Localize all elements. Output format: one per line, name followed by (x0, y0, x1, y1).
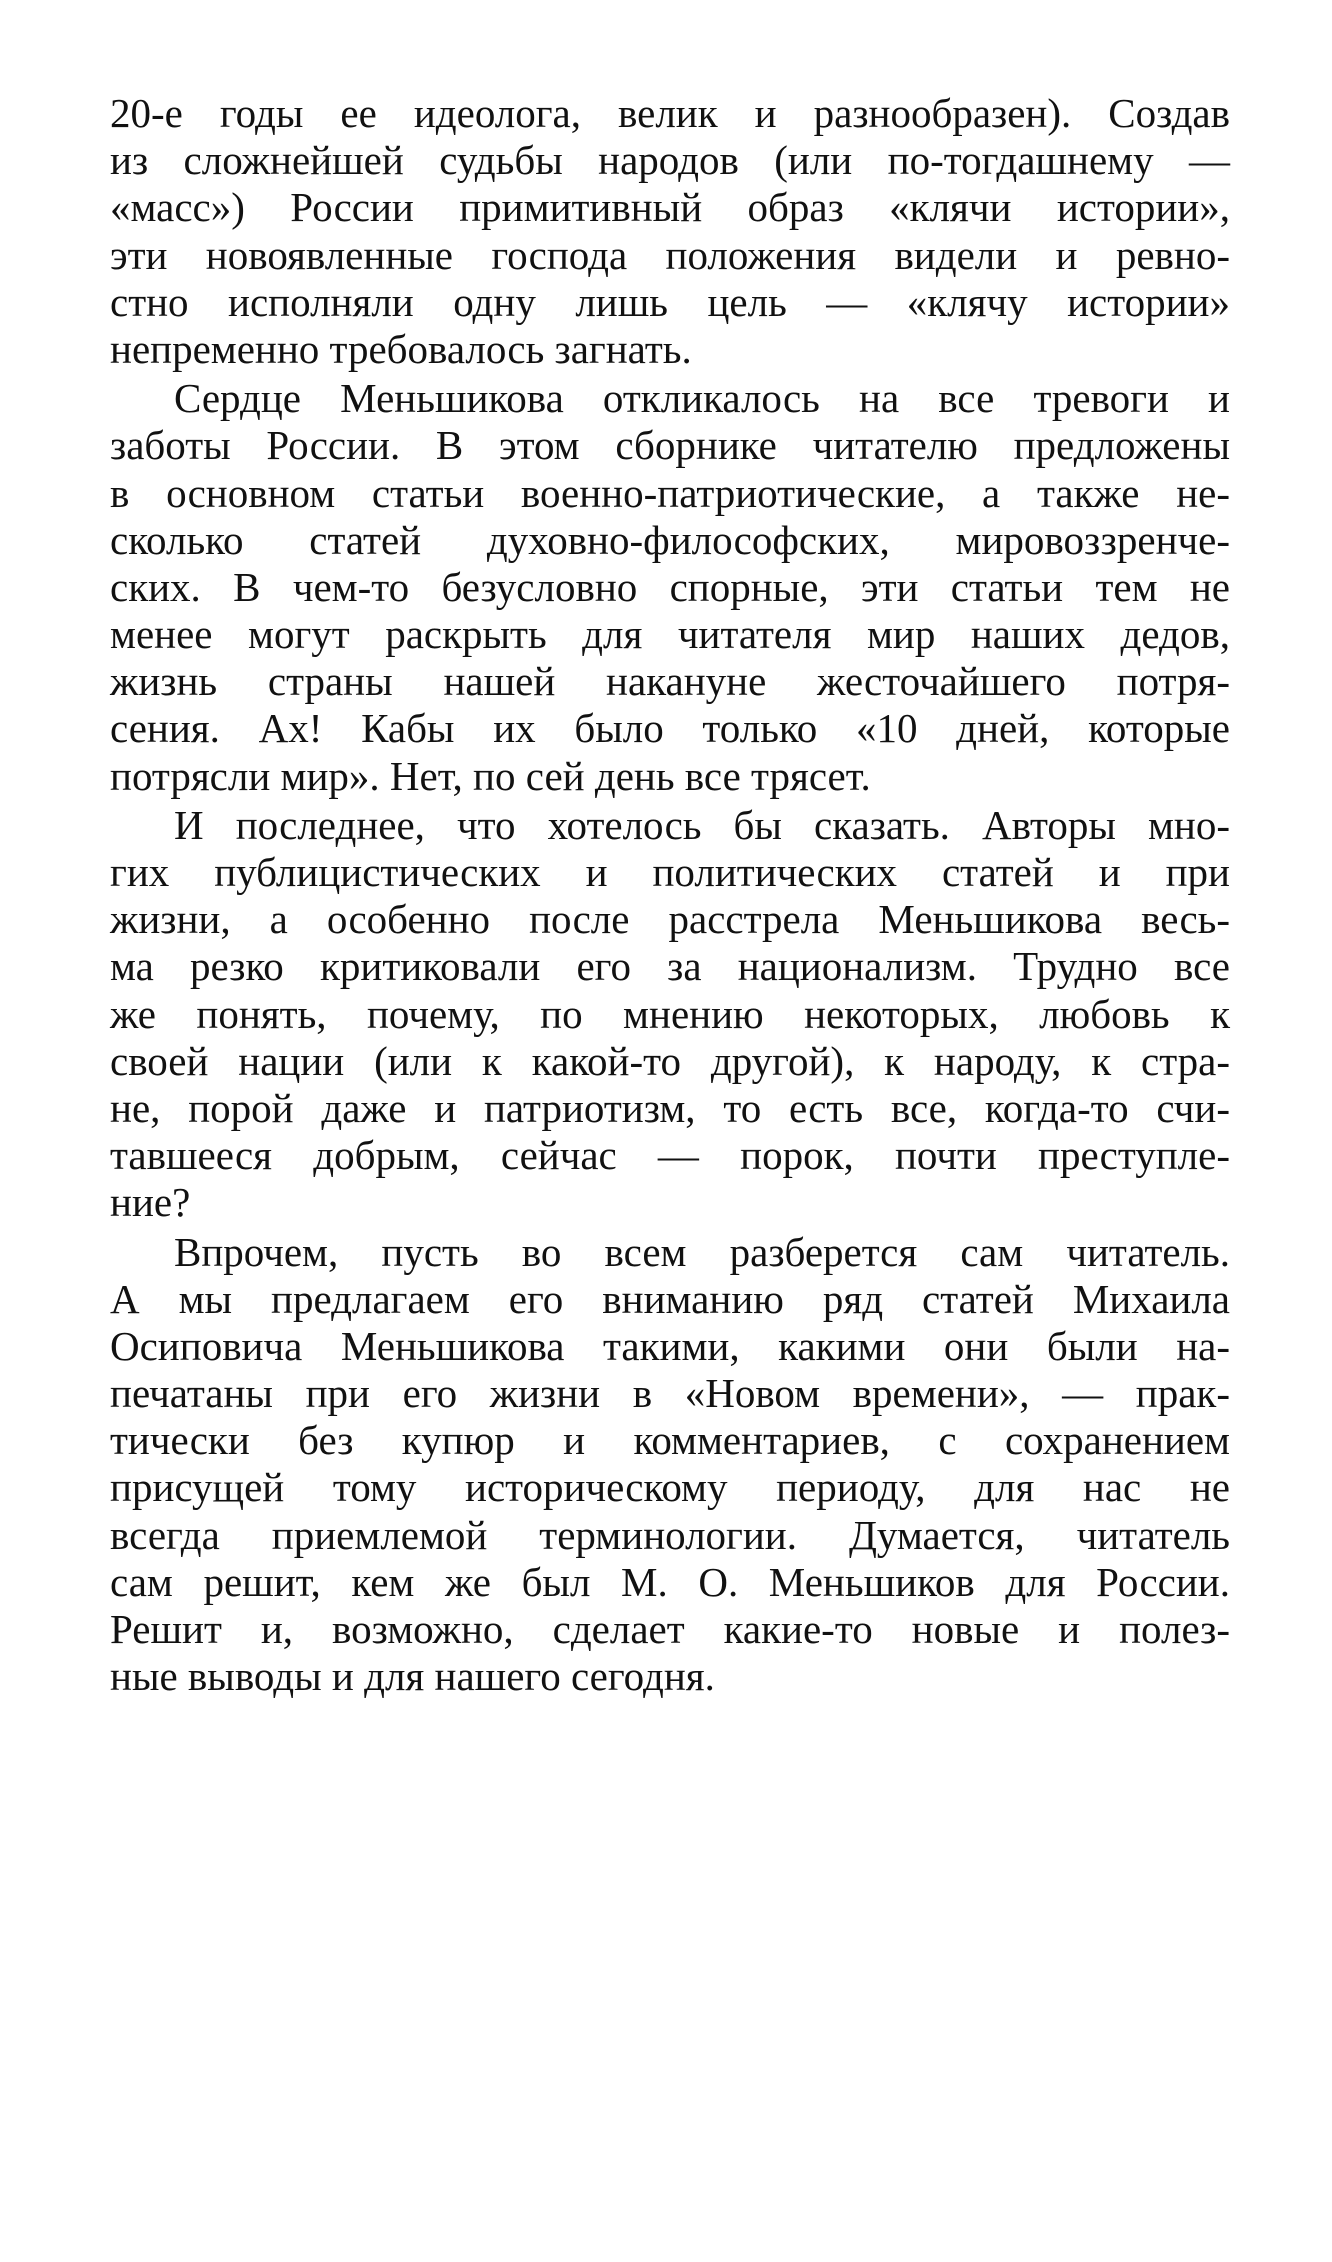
text-line: Решит и, возможно, сделает какие-то новые и полез- (110, 1606, 1230, 1652)
text-line: ских. В чем-то безусловно спорные, эти статьи тем не (110, 563, 1230, 610)
text-line: не, порой даже и патриотизм, то есть все, когда-то счи- (110, 1084, 1230, 1131)
text-line: своей нации (или к какой-то другой), к народу, к стра- (110, 1037, 1230, 1084)
text-line: присущей тому историческому периоду, для нас не (110, 1464, 1230, 1511)
text-line: «масс») России примитивный образ «клячи истории», (110, 184, 1230, 231)
text-line: ние? (110, 1179, 191, 1226)
page-body (110, 90, 1230, 1700)
text-line: сколько статей духовно-философских, мировоззренче- (110, 516, 1230, 563)
text-line: всегда приемлемой терминологии. Думается, читатель (110, 1511, 1230, 1558)
text-line: А мы предлагаем его вниманию ряд статей Михаила (110, 1275, 1230, 1322)
text-line: менее могут раскрыть для читателя мир наших дедов, (110, 611, 1230, 658)
text-line: из сложнейшей судьбы народов (или по-тогдашнему — (110, 137, 1230, 184)
text-line: И последнее, что хотелось бы сказать. Авторы мно- (174, 801, 1230, 848)
text-line: тавшееся добрым, сейчас — порок, почти преступле- (110, 1132, 1230, 1179)
text-line: в основном статьи военно-патриотические, а также не- (110, 469, 1230, 516)
text-line: эти новоявленные господа положения видели и ревно- (110, 231, 1230, 278)
text-line: ма резко критиковали его за национализм. Трудно все (110, 943, 1230, 990)
paragraph-2 (110, 375, 1230, 800)
text-line: потрясли мир». Нет, по сей день все трясет. (110, 752, 871, 799)
text-line: тически без купюр и комментариев, с сохранением (110, 1417, 1230, 1464)
text-line: Осиповича Меньшикова такими, какими они были на- (110, 1322, 1230, 1369)
text-line: сам решит, кем же был М. О. Меньшиков для России. (110, 1558, 1230, 1605)
text-line: заботы России. В этом сборнике читателю предложены (110, 422, 1230, 469)
text-line: жизни, а особенно после расстрела Меньшикова весь- (110, 896, 1230, 943)
paragraph-3 (110, 802, 1230, 1227)
text-line: непременно требовалось загнать. (110, 325, 692, 372)
text-line: гих публицистических и политических статей и при (110, 849, 1230, 895)
text-line: стно исполняли одну лишь цель — «клячу истории» (110, 278, 1230, 325)
text-line: же понять, почему, по мнению некоторых, любовь к (110, 990, 1230, 1037)
paragraph-1 (110, 90, 1230, 373)
text-line: печатаны при его жизни в «Новом времени», — прак- (110, 1370, 1230, 1417)
text-line: сения. Ах! Кабы их было только «10 дней, которые (110, 705, 1230, 752)
text-line: 20-е годы ее идеолога, велик и разнообразен). Создав (110, 90, 1230, 136)
paragraph-4 (110, 1229, 1230, 1701)
text-line: Сердце Меньшикова откликалось на все тревоги и (174, 375, 1230, 422)
text-line: Впрочем, пусть во всем разберется сам читатель. (174, 1228, 1230, 1275)
text-line: ные выводы и для нашего сегодня. (110, 1653, 715, 1700)
text-line: жизнь страны нашей накануне жесточайшего потря- (110, 658, 1230, 705)
